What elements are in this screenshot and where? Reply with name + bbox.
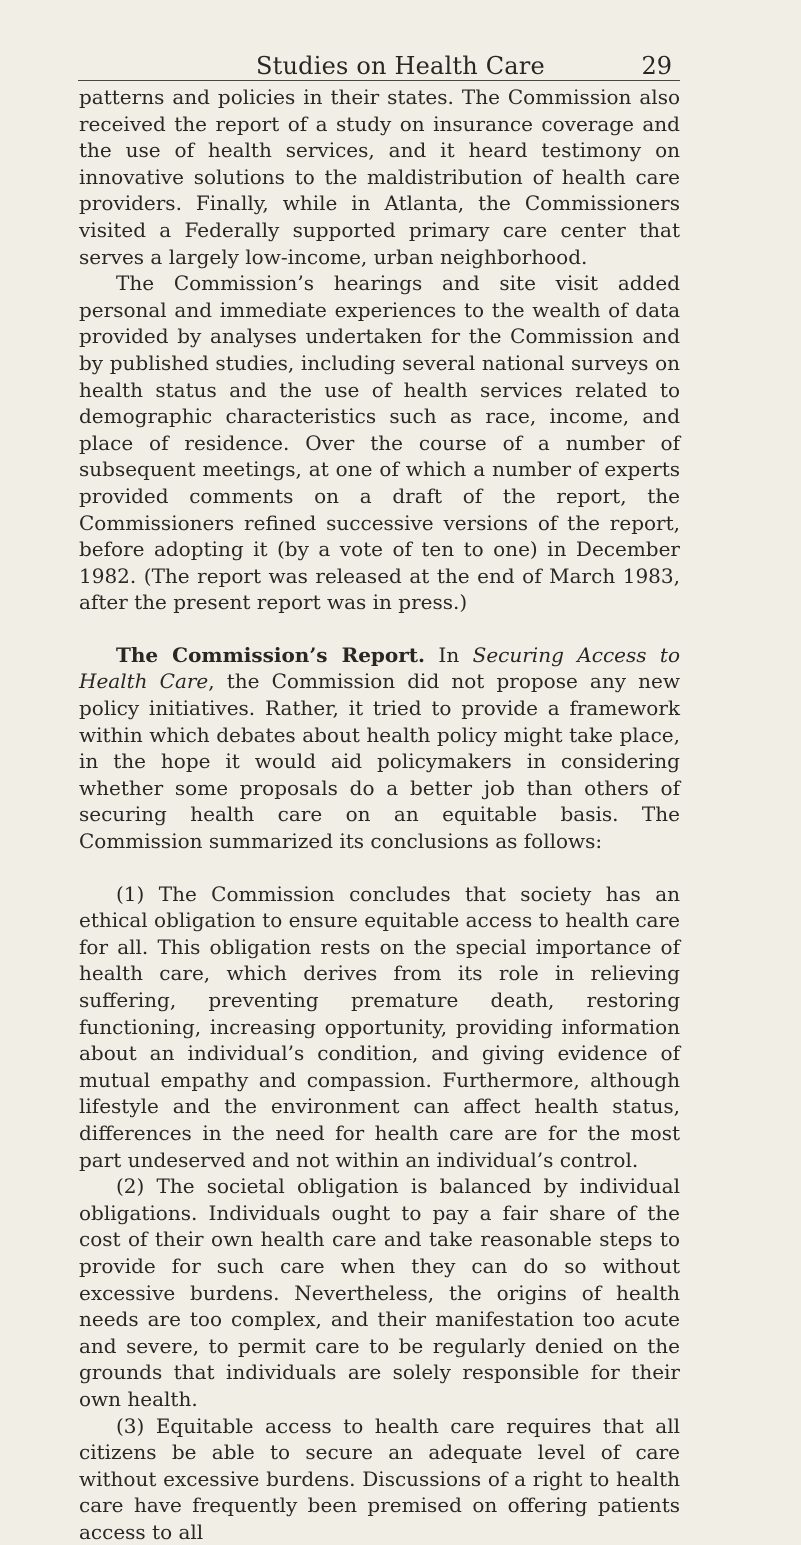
paragraph-2: The Commission’s hearings and site visit added personal and immediate experiences to the wealth of data provided by analyses undertaken for the Commission and by published studies, including several national surveys on health status and the use of health services related to demographic characteristics such as race, income, and place of residence. Over the course of a number of subsequent meetings, at one of which a number of experts provided comments on a draft of the report, the Commissioners refined successive versions of the report, before adopting it (by a vote of ten to one) in December 1982. (The report was released at the end of March 1983, after the present report was in press.) xyxy=(79,270,680,616)
paragraph-1: patterns and policies in their states. The Commission also received the report of a study on insurance coverage and the use of health services, and it heard testimony on innovative solutions to the maldistribution of health care providers. Finally, while in Atlanta, the Commissioners visited a Federally supported primary care center that serves a largely low-income, urban neighborhood. xyxy=(79,84,680,270)
paragraph-3-text-a: In xyxy=(425,643,473,667)
page-body xyxy=(79,84,680,1545)
paragraph-3 xyxy=(79,642,680,855)
conclusion-1: (1) The Commission concludes that society has an ethical obligation to ensure equitable access to health care for all. This obligation rests on the special importance of health care, which derives from its role in relieving suffering, preventing premature death, restoring functioning, increasing opportunity, providing information about an individual’s condition, and giving evidence of mutual empathy and compassion. Furthermore, although lifestyle and the environment can affect health status, differences in the need for health care are for the most part undeserved and not within an individual’s control. xyxy=(79,881,680,1174)
conclusion-3: (3) Equitable access to health care requires that all citizens be able to secure an adequate level of care without excessive burdens. Discussions of a right to health care have frequently been premised on offering patients access to all xyxy=(79,1413,680,1545)
running-head: Studies on Health Care xyxy=(256,52,545,80)
page-number: 29 xyxy=(641,52,672,80)
paragraph-3-text-b: , the Commission did not propose any new policy initiatives. Rather, it tried to provide a framework within which debates about health policy might take place, in the hope it would aid policymakers in considering whether some proposals do a better job than others of securing health care on an equitable basis. The Commission summarized its conclusions as follows: xyxy=(79,669,680,853)
conclusion-2: (2) The societal obligation is balanced by individual obligations. Individuals ought to pay a fair share of the cost of their own health care and take reasonable steps to provide for such care when they can do so without excessive burdens. Nevertheless, the origins of health needs are too complex, and their manifestation too acute and severe, to permit care to be regularly denied on the grounds that individuals are solely responsible for their own health. xyxy=(79,1173,680,1412)
section-run-in-heading: The Commission’s Report. xyxy=(116,643,425,667)
report-title: Securing Access to Health Care xyxy=(79,643,680,694)
page-header xyxy=(78,42,680,81)
